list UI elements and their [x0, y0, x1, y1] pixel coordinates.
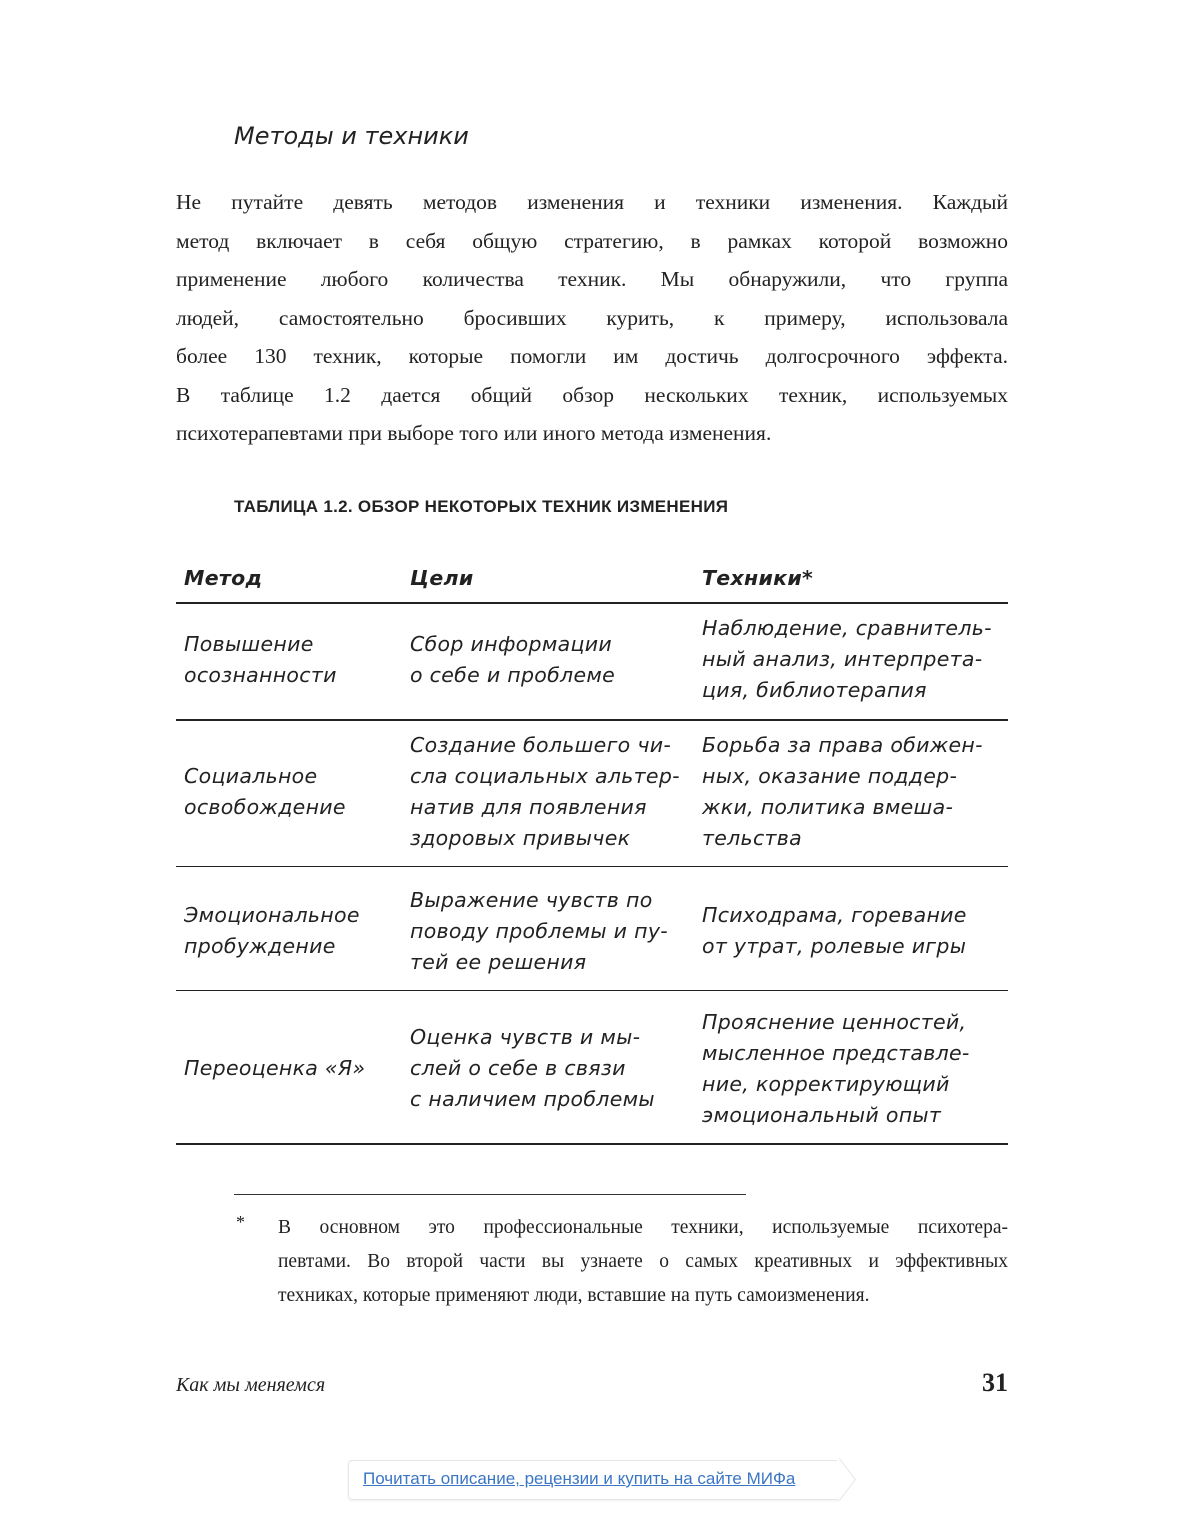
footnote-line: В основном это профессиональные техники, используемые психотера-	[278, 1211, 1008, 1245]
cell-line: жки, политика вмеша-	[702, 792, 983, 823]
cell-line: слей о себе в связи	[410, 1053, 655, 1084]
cell-line: Психодрама, горевание	[702, 900, 967, 931]
header-rule	[176, 602, 1008, 604]
cell-line: Повышение	[184, 629, 337, 660]
cell-line: осознанности	[184, 660, 337, 691]
promo-link[interactable]: Почитать описание, рецензии и купить на сайте МИФа	[363, 1469, 795, 1489]
cell-line: Эмоциональное	[184, 900, 360, 931]
page-number: 31	[982, 1368, 1008, 1398]
cell-line: эмоциональный опыт	[702, 1100, 970, 1131]
cell-line: Создание большего чи-	[410, 730, 680, 761]
table-cell-method	[184, 900, 360, 962]
cell-line: Борьба за права обижен-	[702, 730, 983, 761]
paragraph-line: психотерапевтами при выборе того или иного метода изменения.	[176, 414, 1008, 453]
table-cell-goals	[410, 1022, 655, 1115]
cell-line: Выражение чувств по	[410, 885, 668, 916]
row-divider	[176, 866, 1008, 867]
cell-line: Сбор информации	[410, 629, 615, 660]
cell-line: ный анализ, интерпрета-	[702, 644, 992, 675]
paragraph-line: более 130 техник, которые помогли им достичь долгосрочного эффекта.	[176, 337, 1008, 376]
table-cell-techniques	[702, 1007, 970, 1131]
cell-line: здоровых привычек	[410, 823, 680, 854]
column-header-method	[184, 563, 262, 594]
cell-line: освобождение	[184, 792, 346, 823]
footnote-line: певтами. Во второй части вы узнаете о самых креативных и эффективных	[278, 1245, 1008, 1279]
cell-line: о себе и проблеме	[410, 660, 615, 691]
cell-line: сла социальных альтер-	[410, 761, 680, 792]
table-title: ТАБЛИЦА 1.2. ОБЗОР НЕКОТОРЫХ ТЕХНИК ИЗМЕНЕНИЯ	[234, 497, 728, 517]
table-cell-goals	[410, 885, 668, 978]
table-cell-goals	[410, 730, 680, 854]
cell-line: ных, оказание поддер-	[702, 761, 983, 792]
column-header-techniques	[702, 563, 813, 594]
cell-line: тей ее решения	[410, 947, 668, 978]
footnote-line: техниках, которые применяют люди, вставшие на путь самоизменения.	[278, 1279, 1008, 1313]
paragraph-line: метод включает в себя общую стратегию, в рамках которой возможно	[176, 222, 1008, 261]
cell-line: Переоценка «Я»	[184, 1053, 365, 1084]
row-divider	[176, 719, 1008, 721]
promo-link-box	[348, 1460, 839, 1500]
cell-line: от утрат, ролевые игры	[702, 931, 967, 962]
table-cell-techniques	[702, 730, 983, 854]
footnote-text	[278, 1211, 1008, 1313]
cell-line: с наличием проблемы	[410, 1084, 655, 1115]
row-divider	[176, 990, 1008, 991]
cell-line: Прояснение ценностей,	[702, 1007, 970, 1038]
cell-line: тельства	[702, 823, 983, 854]
cell-line: поводу проблемы и пу-	[410, 916, 668, 947]
row-divider	[176, 1143, 1008, 1145]
cell-line: Наблюдение, сравнитель-	[702, 613, 992, 644]
paragraph-line: людей, самостоятельно бросивших курить, к примеру, использовала	[176, 299, 1008, 338]
section-heading: Методы и техники	[234, 122, 469, 150]
column-header-goals	[410, 563, 474, 594]
footnote-marker: *	[236, 1212, 245, 1233]
cell-line: мысленное представле-	[702, 1038, 970, 1069]
paragraph-line: применение любого количества техник. Мы обнаружили, что группа	[176, 260, 1008, 299]
header-text: Метод	[184, 563, 262, 594]
paragraph-line: В таблице 1.2 дается общий обзор нескольких техник, используемых	[176, 376, 1008, 415]
paragraph-line: Не путайте девять методов изменения и техники изменения. Каждый	[176, 183, 1008, 222]
header-text: Техники*	[702, 563, 813, 594]
table-cell-method	[184, 761, 346, 823]
running-footer-title: Как мы меняемся	[176, 1374, 325, 1397]
cell-line: ция, библиотерапия	[702, 675, 992, 706]
cell-line: натив для появления	[410, 792, 680, 823]
header-text: Цели	[410, 563, 474, 594]
table-cell-techniques	[702, 613, 992, 706]
cell-line: ние, корректирующий	[702, 1069, 970, 1100]
body-paragraph	[176, 183, 1008, 453]
cell-line: Оценка чувств и мы-	[410, 1022, 655, 1053]
cell-line: Социальное	[184, 761, 346, 792]
table-cell-techniques	[702, 900, 967, 962]
table-cell-method	[184, 1053, 365, 1084]
table-cell-goals	[410, 629, 615, 691]
table-cell-method	[184, 629, 337, 691]
cell-line: пробуждение	[184, 931, 360, 962]
footnote-divider	[234, 1194, 746, 1195]
